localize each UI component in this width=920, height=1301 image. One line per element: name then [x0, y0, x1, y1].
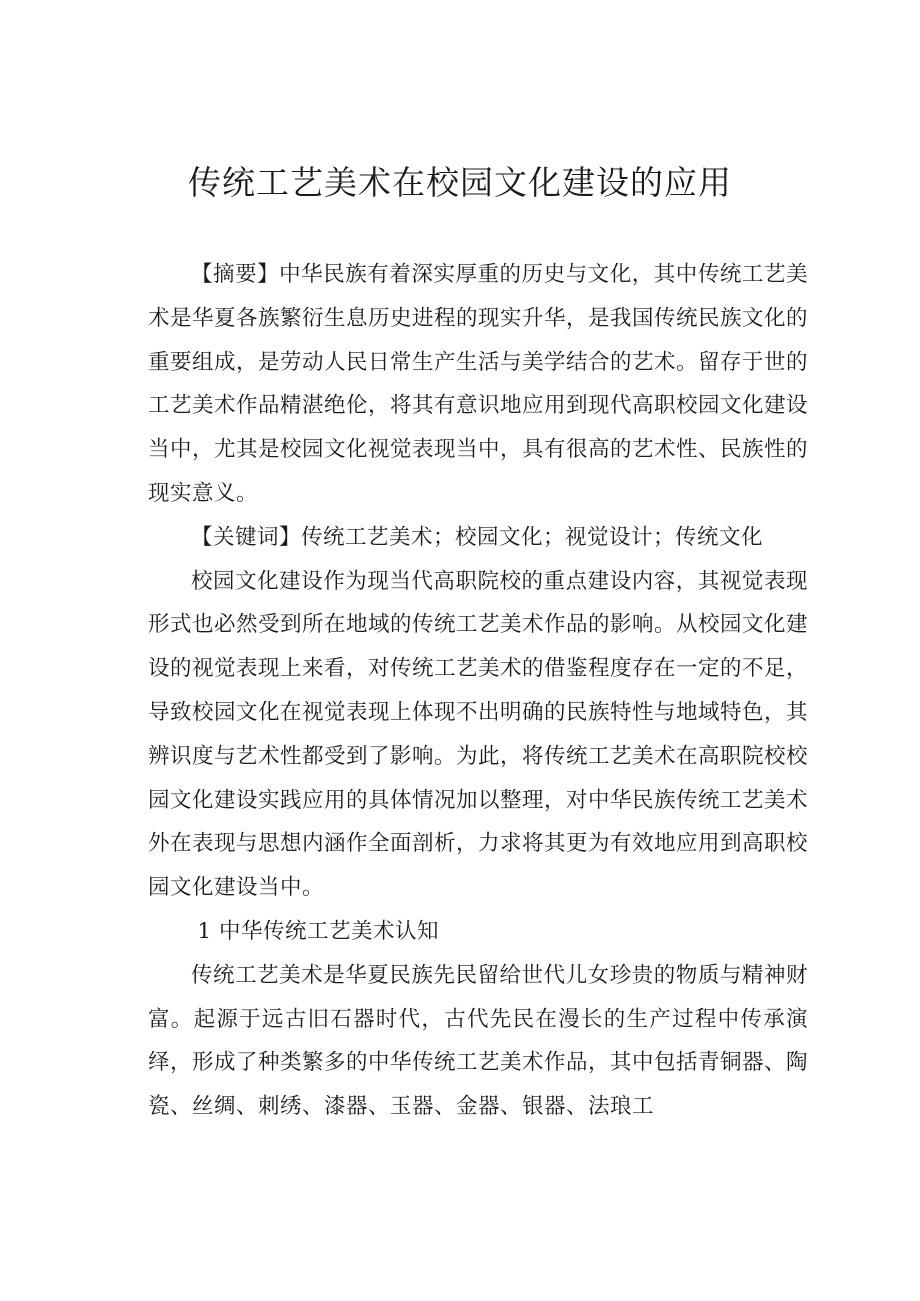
section-heading: 1 中华传统工艺美术认知 [197, 918, 439, 944]
document-body [148, 253, 808, 1129]
keywords-paragraph: 【关键词】传统工艺美术；校园文化；视觉设计；传统文化 [191, 524, 764, 550]
document-title: 传统工艺美术在校园文化建设的应用 [188, 163, 732, 202]
abstract-paragraph: 【摘要】中华民族有着深实厚重的历史与文化，其中传统工艺美术是华夏各族繁衍生息历史进程的现实升华，是我国传统民族文化的重要组成，是劳动人民日常生产生活与美学结合的艺术。留存于世的工艺美术作品精湛绝伦，将其有意识地应用到现代高职校园文化建设当中，尤其是校园文化视觉表现当中，具有很高的艺术性、民族性的现实意义。 [148, 262, 809, 506]
intro-paragraph: 校园文化建设作为现当代高职院校的重点建设内容，其视觉表现形式也必然受到所在地域的传统工艺美术作品的影响。从校园文化建设的视觉表现上来看，对传统工艺美术的借鉴程度存在一定的不足，导致校园文化在视觉表现上体现不出明确的民族特性与地域特色，其辨识度与艺术性都受到了影响。为此，将传统工艺美术在高职院校校园文化建设实践应用的具体情况加以整理，对中华民族传统工艺美术外在表现与思想内涵作全面剖析，力求将其更为有效地应用到高职校园文化建设当中。 [148, 568, 809, 901]
section-paragraph: 传统工艺美术是华夏民族先民留给世代儿女珍贵的物质与精神财富。起源于远古旧石器时代，古代先民在漫长的生产过程中传承演绎，形成了种类繁多的中华传统工艺美术作品，其中包括青铜器、陶瓷、丝绸、刺绣、漆器、玉器、金器、银器、法琅工 [148, 962, 809, 1120]
